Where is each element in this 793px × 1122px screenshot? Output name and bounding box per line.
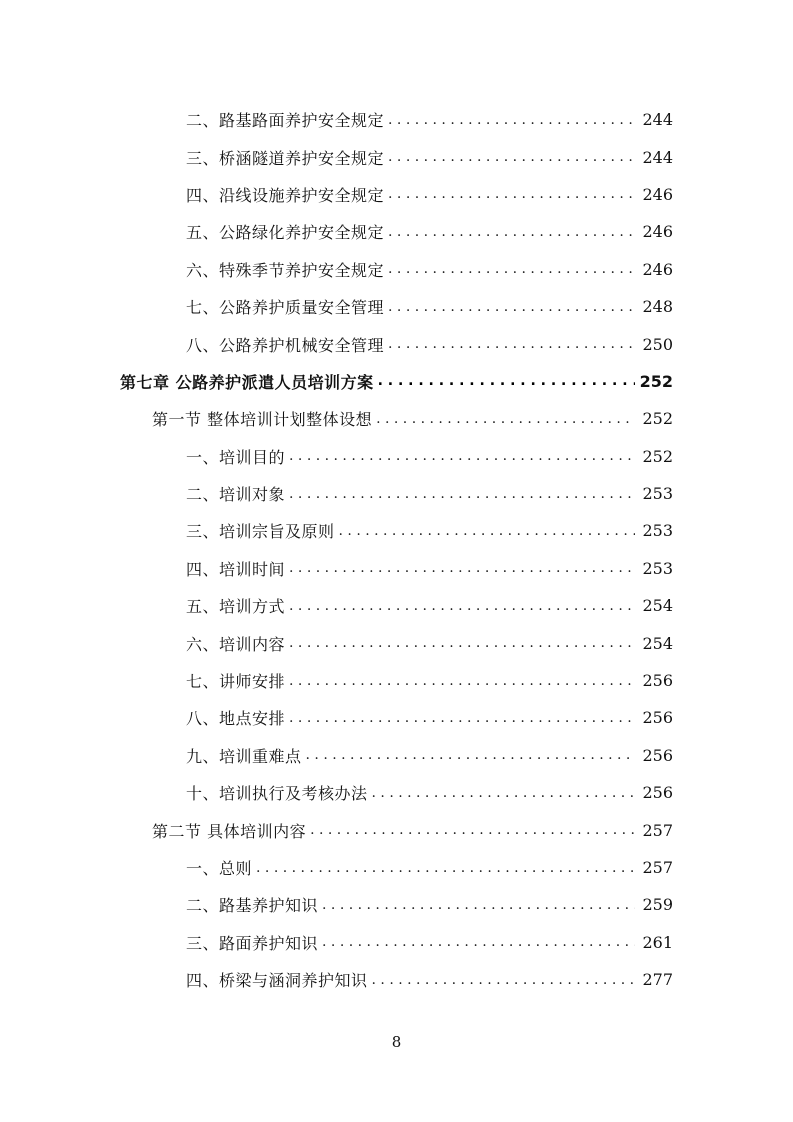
toc-leader-dots bbox=[388, 187, 635, 201]
toc-section-entry[interactable] bbox=[0, 811, 673, 848]
toc-entry-label: 二、培训对象 bbox=[186, 485, 286, 505]
toc-entry-page: 259 bbox=[642, 895, 673, 915]
toc-entry-label: 二、路基养护知识 bbox=[186, 896, 319, 916]
toc-entry[interactable] bbox=[0, 849, 673, 886]
toc-entry[interactable] bbox=[0, 774, 673, 811]
toc-entry-page: 256 bbox=[642, 671, 673, 691]
toc-entry-page: 250 bbox=[642, 334, 673, 354]
toc-leader-dots bbox=[388, 337, 635, 351]
toc-entry[interactable] bbox=[0, 587, 673, 624]
toc-entry[interactable] bbox=[0, 512, 673, 549]
toc-entry[interactable] bbox=[0, 924, 673, 961]
toc-entry-label: 四、培训时间 bbox=[186, 559, 286, 579]
toc-entry[interactable] bbox=[0, 288, 673, 325]
toc-leader-dots bbox=[339, 524, 635, 538]
toc-entry[interactable] bbox=[0, 886, 673, 923]
toc-entry-page: 252 bbox=[642, 446, 673, 466]
toc-entry[interactable] bbox=[0, 662, 673, 699]
toc-entry[interactable] bbox=[0, 438, 673, 475]
toc-entry[interactable] bbox=[0, 213, 673, 250]
toc-entry-label: 三、路面养护知识 bbox=[186, 933, 319, 953]
toc-entry-page: 277 bbox=[642, 970, 673, 990]
toc-entry-label: 十、培训执行及考核办法 bbox=[186, 784, 368, 804]
toc-entry[interactable] bbox=[0, 101, 673, 138]
toc-leader-dots bbox=[289, 674, 635, 688]
toc-leader-dots bbox=[289, 449, 635, 463]
toc-chapter-label: 第七章 公路养护派遣人员培训方案 bbox=[120, 372, 374, 392]
toc-entry-page: 257 bbox=[642, 858, 673, 877]
toc-entry-label: 六、培训内容 bbox=[186, 634, 286, 654]
toc-leader-dots bbox=[289, 636, 635, 650]
toc-entry-label: 七、讲师安排 bbox=[186, 672, 286, 692]
toc-leader-dots bbox=[289, 711, 635, 725]
toc-entry[interactable] bbox=[0, 737, 673, 774]
toc-entry[interactable] bbox=[0, 699, 673, 736]
toc-entry-label: 八、地点安排 bbox=[186, 709, 286, 729]
toc-leader-dots bbox=[310, 823, 635, 837]
toc-entry-label: 一、总则 bbox=[186, 859, 253, 878]
toc-entry-label: 七、公路养护质量安全管理 bbox=[186, 298, 385, 318]
toc-entry-page: 254 bbox=[642, 633, 673, 653]
toc-entry-page: 256 bbox=[642, 708, 673, 728]
page-number: 8 bbox=[391, 1033, 402, 1051]
toc-entry-label: 三、桥涵隧道养护安全规定 bbox=[186, 148, 385, 168]
toc-entry-page: 244 bbox=[642, 110, 673, 130]
toc-entry-label: 六、特殊季节养护安全规定 bbox=[186, 260, 385, 280]
toc-entry-label: 五、公路绿化养护安全规定 bbox=[186, 223, 385, 243]
toc-entry-page: 253 bbox=[642, 521, 673, 541]
toc-entry-page: 253 bbox=[642, 558, 673, 578]
toc-entry-label: 一、培训目的 bbox=[186, 447, 286, 467]
toc-leader-dots bbox=[388, 225, 635, 239]
toc-entry-label: 二、路基路面养护安全规定 bbox=[186, 111, 385, 131]
toc-leader-dots bbox=[306, 748, 635, 762]
toc-entry[interactable] bbox=[0, 475, 673, 512]
toc-entry-page: 253 bbox=[642, 484, 673, 504]
table-of-contents bbox=[0, 101, 793, 998]
toc-entry-page: 248 bbox=[642, 297, 673, 317]
toc-entry-page: 254 bbox=[642, 596, 673, 616]
toc-entry-page: 246 bbox=[642, 222, 673, 242]
toc-entry-page: 252 bbox=[639, 371, 673, 391]
toc-leader-dots bbox=[372, 786, 635, 800]
toc-leader-dots bbox=[289, 561, 635, 575]
toc-entry-page: 244 bbox=[642, 147, 673, 167]
toc-section-entry[interactable] bbox=[0, 400, 673, 437]
toc-chapter-entry[interactable] bbox=[0, 363, 673, 400]
toc-leader-dots bbox=[289, 487, 635, 501]
toc-entry-page: 252 bbox=[642, 409, 673, 429]
toc-leader-dots bbox=[376, 412, 635, 426]
toc-entry[interactable] bbox=[0, 550, 673, 587]
toc-leader-dots bbox=[388, 300, 635, 314]
toc-entry[interactable] bbox=[0, 961, 673, 998]
toc-leader-dots bbox=[322, 935, 635, 949]
toc-entry[interactable] bbox=[0, 138, 673, 175]
toc-entry-label: 八、公路养护机械安全管理 bbox=[186, 335, 385, 355]
toc-leader-dots bbox=[372, 973, 635, 987]
toc-leader-dots bbox=[322, 898, 635, 912]
toc-entry-label: 三、培训宗旨及原则 bbox=[186, 522, 335, 542]
toc-entry-page: 246 bbox=[642, 184, 673, 204]
toc-section-label: 第一节 整体培训计划整体设想 bbox=[152, 410, 373, 430]
toc-entry-label: 五、培训方式 bbox=[186, 597, 286, 617]
toc-entry-label: 四、沿线设施养护安全规定 bbox=[186, 185, 385, 205]
toc-leader-dots bbox=[378, 374, 635, 388]
toc-entry[interactable] bbox=[0, 176, 673, 213]
toc-entry[interactable] bbox=[0, 325, 673, 362]
toc-leader-dots bbox=[388, 150, 635, 164]
toc-entry[interactable] bbox=[0, 624, 673, 661]
toc-entry-page: 246 bbox=[642, 259, 673, 279]
toc-entry-page: 261 bbox=[642, 932, 673, 952]
toc-leader-dots bbox=[388, 113, 635, 127]
toc-entry-page: 257 bbox=[642, 820, 673, 840]
toc-leader-dots bbox=[256, 861, 635, 875]
toc-leader-dots bbox=[289, 599, 635, 613]
toc-entry[interactable] bbox=[0, 251, 673, 288]
toc-entry-label: 九、培训重难点 bbox=[186, 746, 302, 766]
toc-entry-label: 四、桥梁与涵洞养护知识 bbox=[186, 971, 368, 991]
toc-entry-page: 256 bbox=[642, 783, 673, 803]
toc-leader-dots bbox=[388, 262, 635, 276]
toc-entry-page: 256 bbox=[642, 745, 673, 765]
toc-section-label: 第二节 具体培训内容 bbox=[152, 821, 307, 841]
